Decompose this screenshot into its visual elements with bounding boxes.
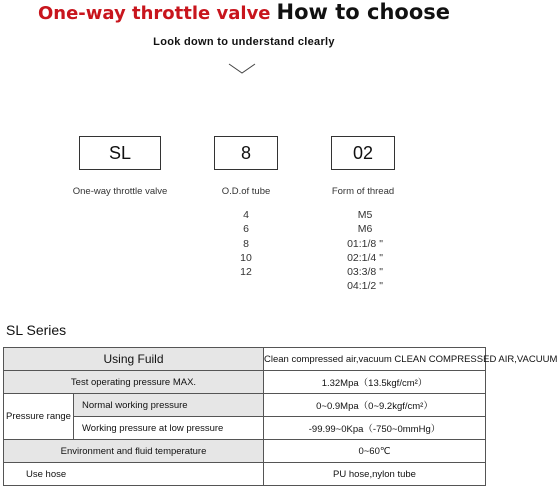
- code-box-tube: 8: [214, 136, 278, 170]
- spec-table: [3, 347, 557, 486]
- list-item: 01:1/8 ": [347, 237, 383, 250]
- env-temp-label: Environment and fluid temperature: [4, 440, 264, 463]
- caption-tube: O.D.of tube: [221, 186, 271, 197]
- table-row: [4, 394, 486, 417]
- chevron-down-icon: [228, 62, 256, 76]
- list-item: 6: [243, 223, 249, 236]
- table-row: [4, 440, 486, 463]
- series-title: SL Series: [6, 322, 67, 338]
- test-pressure-label: Test operating pressure MAX.: [4, 371, 264, 394]
- table-row: [4, 463, 486, 486]
- code-box-model: SL: [79, 136, 161, 170]
- list-item: M6: [357, 223, 373, 236]
- normal-pressure-value: 0~0.9Mpa（0~9.2kgf/cm²）: [264, 394, 486, 417]
- list-item: 8: [243, 237, 249, 250]
- table-row: [4, 417, 486, 440]
- code-box-thread: 02: [331, 136, 395, 170]
- test-pressure-value: 1.32Mpa（13.5kgf/cm²）: [264, 371, 486, 394]
- list-item: 02:1/4 ": [347, 251, 383, 264]
- list-item: M5: [357, 209, 373, 221]
- table-row: [4, 371, 486, 394]
- page-subtitle: Look down to understand clearly: [153, 36, 335, 48]
- caption-model: One-way throttle valve: [72, 186, 168, 197]
- page-title: [0, 0, 488, 26]
- list-item: 04:1/2 ": [347, 280, 383, 293]
- low-pressure-label: Working pressure at low pressure: [74, 417, 264, 440]
- title-how-to-choose: How to choose: [276, 0, 451, 24]
- use-hose-label: Use hose: [4, 463, 264, 486]
- use-hose-value: PU hose,nylon tube: [264, 463, 486, 486]
- caption-thread: Form of thread: [331, 186, 395, 197]
- title-product: One-way throttle valve: [37, 3, 271, 24]
- thread-list: [328, 208, 402, 294]
- list-item: 4: [243, 209, 249, 221]
- list-item: 12: [240, 266, 252, 279]
- using-fluid-value: Clean compressed air,vacuum CLEAN COMPRESSED AIR,VACUUM: [264, 348, 486, 371]
- using-fluid-label: Using Fuild: [4, 348, 264, 371]
- env-temp-value: 0~60℃: [264, 440, 486, 463]
- tube-size-list: [218, 208, 274, 279]
- table-row: [4, 348, 486, 371]
- list-item: 03:3/8 ": [347, 266, 383, 279]
- list-item: 10: [240, 251, 252, 264]
- low-pressure-value: -99.99~0Kpa（-750~0mmHg）: [264, 417, 486, 440]
- pressure-range-label: Pressure range: [4, 394, 74, 440]
- normal-pressure-label: Normal working pressure: [74, 394, 264, 417]
